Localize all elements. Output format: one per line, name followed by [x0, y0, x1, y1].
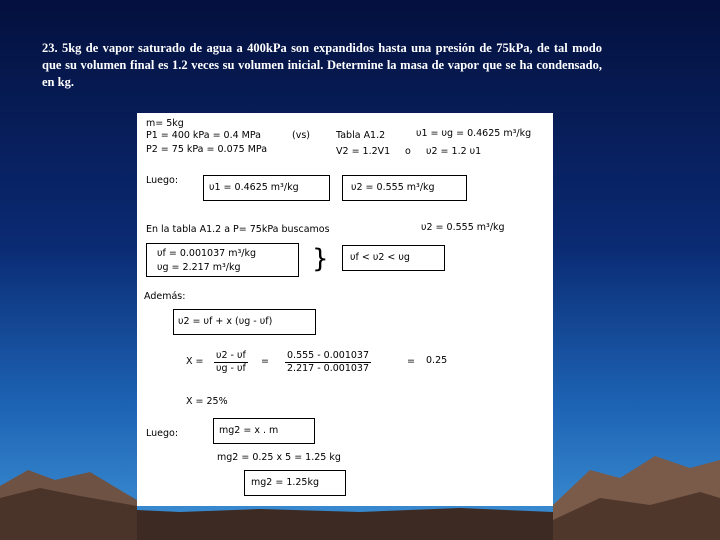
mg2-result: mg2 = 1.25kg — [251, 477, 320, 488]
x-frac-denominator: υg - υf — [216, 363, 246, 374]
given-p1: P1 = 400 kPa = 0.4 MPa — [146, 130, 261, 141]
v1-vg: υ1 = υg = 0.4625 m³/kg — [416, 128, 532, 139]
vg-value: υg = 2.217 m³/kg — [157, 262, 241, 273]
luego-label-1: Luego: — [146, 175, 179, 186]
equals-sign-1: = — [261, 356, 269, 367]
table-lookup-v2: υ2 = 0.555 m³/kg — [421, 222, 505, 233]
mg2-calc: mg2 = 0.25 x 5 = 1.25 kg — [217, 452, 341, 463]
v1-result: υ1 = 0.4625 m³/kg — [209, 182, 299, 193]
v2-relation: V2 = 1.2V1 — [336, 146, 391, 157]
problem-statement: 23. 5kg de vapor saturado de agua a 400kPa son expandidos hasta una presión de 75kPa, de tal modo que su volumen final es 1.2 veces su volumen inicial. Determine la masa de vapor que se ha condensado, en kg. — [42, 41, 602, 89]
vs-label: (vs) — [292, 130, 310, 141]
o-conjunction: o — [405, 146, 411, 157]
x-symbolic-fraction — [214, 350, 248, 375]
v2-relation-b: υ2 = 1.2 υ1 — [426, 146, 482, 157]
mg2-formula: mg2 = x . m — [219, 425, 279, 436]
quality-formula: υ2 = υf + x (υg - υf) — [178, 316, 273, 327]
inequality: υf < υ2 < υg — [350, 252, 410, 263]
equals-sign-2: = — [407, 356, 415, 367]
brace: } — [312, 244, 329, 274]
given-p2: P2 = 75 kPa = 0.075 MPa — [146, 144, 268, 155]
table-lookup-line: En la tabla A1.2 a P= 75kPa buscamos — [146, 224, 330, 235]
x-den-values: 2.217 - 0.001037 — [287, 363, 369, 374]
x-num-values: 0.555 - 0.001037 — [287, 350, 369, 361]
table-reference: Tabla A1.2 — [336, 130, 386, 141]
ademas-label: Además: — [144, 291, 186, 302]
given-mass: m= 5kg — [146, 118, 184, 129]
x-result: 0.25 — [426, 355, 448, 366]
x-percent: X = 25% — [186, 396, 228, 407]
v2-result: υ2 = 0.555 m³/kg — [351, 182, 435, 193]
handwritten-solution-sheet — [137, 113, 553, 506]
x-numeric-fraction — [285, 350, 371, 375]
x-frac-numerator: υ2 - υf — [216, 350, 246, 361]
luego-label-2: Luego: — [146, 428, 179, 439]
x-label: X = — [186, 356, 204, 367]
vf-value: υf = 0.001037 m³/kg — [157, 248, 256, 259]
